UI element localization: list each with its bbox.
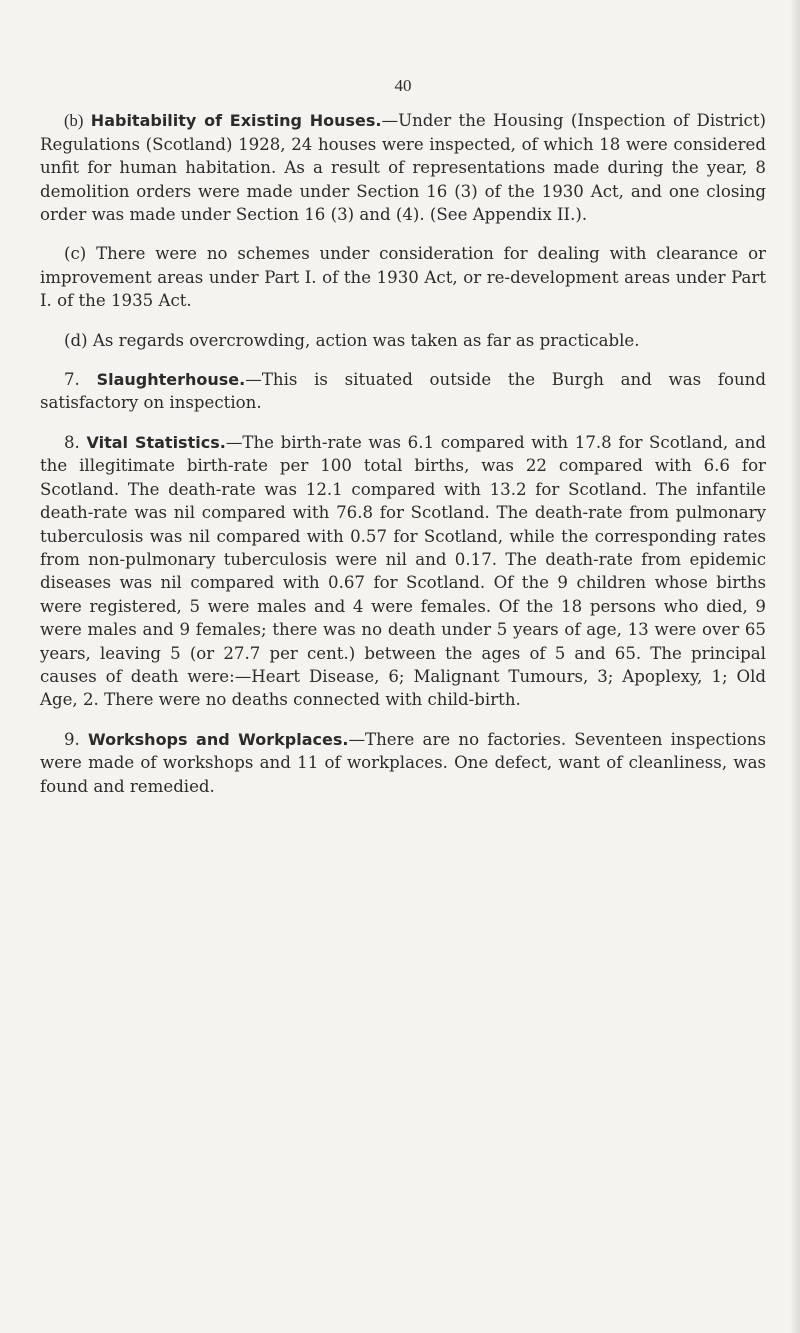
section-8-label: 8. xyxy=(64,432,80,452)
page-edge-shadow xyxy=(790,0,800,1333)
paragraph-d-text: As regards overcrowding, action was taken as far as practicable. xyxy=(92,330,640,350)
paragraph-b xyxy=(40,109,766,226)
document-page xyxy=(40,74,766,814)
section-8-vital-statistics xyxy=(40,431,766,712)
section-9-workshops xyxy=(40,728,766,798)
section-7-text: —This is situated outside the Burgh and was found satisfactory on inspection. xyxy=(40,370,766,413)
section-8-text: —The birth-rate was 6.1 compared with 17.8 for Scotland, and the illegitimate birth-rate per 100 total births, was 22 compared with 6.6 for Scotland. The death-rate was 12.1 compared with 13.2 for Scotland. The infantile death-rate was nil compared with 76.8 for Scotland. The death-rate from pulmonary tuberculosis was nil compared with 0.57 for Scotland, while the corresponding rates from non-pulmonary tuberculosis were nil and 0.17. The death-rate from epidemic diseases was nil compared with 0.67 for Scotland. Of the 9 children whose births were registered, 5 were males and 4 were females. Of the 18 persons who died, 9 were males and 9 females; there was no death under 5 years of age, 13 were over 65 years, leaving 5 (or 27.7 per cent.) between the ages of 5 and 65. The principal causes of death were:—Heart Disease, 6; Malignant Tumours, 3; Apoplexy, 1; Old Age, 2. There were no deaths connected with child-birth. xyxy=(40,432,767,710)
section-9-heading: Workshops and Workplaces. xyxy=(88,729,349,749)
paragraph-b-text: —Under the Housing (Inspection of District) Regulations (Scotland) 1928, 24 houses were inspected, of which 18 were considered unfit for human habitation. As a result of representations made during the year, 8 demolition orders were made under Section 16 (3) of the 1930 Act, and one closing order was made under Section 16 (3) and (4). (See Appendix II.). xyxy=(40,111,766,225)
paragraph-c-text: There were no schemes under consideration for dealing with clearance or improvement areas under Part I. of the 1930 Act, or re-development areas under Part I. of the 1935 Act. xyxy=(40,244,766,311)
paragraph-b-label: (b) xyxy=(64,111,84,131)
section-9-text: —There are no factories. Seventeen inspections were made of workshops and 11 of workplaces. One defect, want of cleanliness, was found and remedied. xyxy=(40,729,766,796)
paragraph-b-heading: Habitability of Existing Houses. xyxy=(90,111,382,131)
section-7-heading: Slaughterhouse. xyxy=(96,370,246,390)
paragraph-c xyxy=(40,242,766,312)
section-9-label: 9. xyxy=(64,729,80,749)
paragraph-d xyxy=(40,329,766,352)
paragraph-c-label: (c) xyxy=(64,244,87,264)
section-8-heading: Vital Statistics. xyxy=(86,432,226,452)
page-number: 40 xyxy=(394,76,412,95)
paragraph-d-label: (d) xyxy=(64,330,88,350)
section-7-label: 7. xyxy=(64,370,80,390)
section-7-slaughterhouse xyxy=(40,368,766,415)
